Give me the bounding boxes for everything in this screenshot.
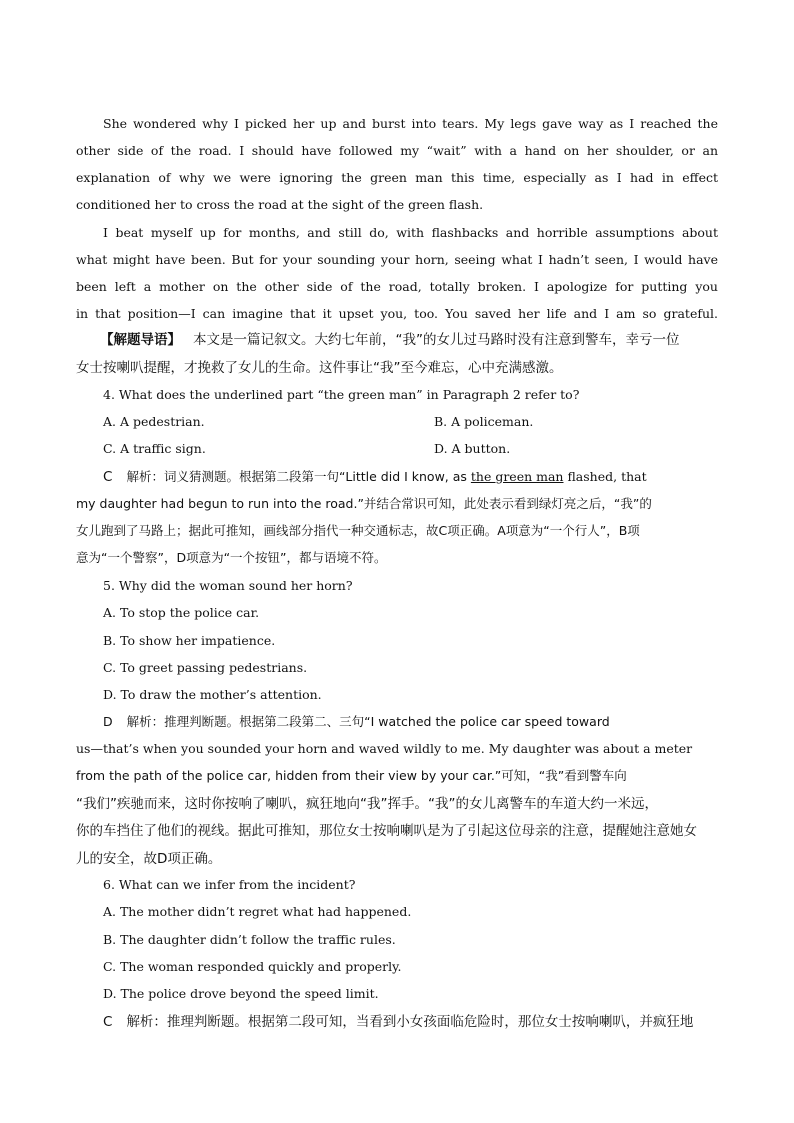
q5-explanation-line4: “我们”疾驰而来，这时你按响了喇叭，疯狂地向“我”挥手。“我”的女儿离警车的车道大约一米远， [76, 796, 658, 812]
q4-answer: C [103, 469, 113, 485]
q4-explanation-line2: my daughter had begun to run into the road.”并结合常识可知，此处表示看到绿灯亮之后，“我”的 [76, 496, 652, 511]
q5-option-b: B. To show her impatience. [103, 633, 276, 648]
q6-answer: C [103, 1014, 113, 1030]
passage-p2-line2: what might have been. But for your sounding your horn, seeing what I hadn’t seen, I would have [76, 252, 718, 267]
passage-p1-line3: explanation of why we were ignoring the green man this time, especially as I had in effect [76, 170, 718, 185]
q6-option-b: B. The daughter didn’t follow the traffic rules. [103, 932, 396, 947]
q6-option-d: D. The police drove beyond the speed limit. [103, 986, 379, 1001]
q5-option-a: A. To stop the police car. [103, 605, 260, 620]
q5-option-c: C. To greet passing pedestrians. [103, 660, 308, 675]
q4-option-b: B. A policeman. [434, 414, 534, 429]
q4-stem: 4. What does the underlined part “the green man” in Paragraph 2 refer to? [103, 387, 580, 402]
q4-explanation-line3: 女儿跑到了马路上；据此可推知，画线部分指代一种交通标志，故C项正确。A项意为“一个行人”，B项 [76, 523, 640, 538]
passage-p1-line4: conditioned her to cross the road at the sight of the green flash. [76, 197, 484, 212]
q5-option-d: D. To draw the mother’s attention. [103, 687, 322, 702]
passage-p2-line1: I beat myself up for months, and still do, with flashbacks and horrible assumptions about [103, 225, 718, 240]
passage-p2-line3: been left a mother on the other side of the road, totally broken. I apologize for putting you [76, 279, 718, 294]
passage-p1-line1: She wondered why I picked her up and burst into tears. My legs gave way as I reached the [103, 116, 718, 131]
guide-label: 【解题导语】 [100, 332, 181, 348]
q4-exp-pre: 解析：词义猜测题。根据第二段第一句“Little did I know, as [126, 469, 471, 484]
q5-explanation-line2: us—that’s when you sounded your horn and waved wildly to me. My daughter was about a meter [76, 741, 693, 756]
q6-stem: 6. What can we infer from the incident? [103, 877, 356, 892]
q5-explanation-line1 [103, 714, 718, 730]
q5-explanation-line5: 你的车挡住了他们的视线。据此可推知，那位女士按响喇叭是为了引起这位母亲的注意，提醒她注意她女 [76, 823, 697, 839]
q6-option-a: A. The mother didn’t regret what had happened. [103, 904, 412, 919]
passage-p2-line4: in that position—I can imagine that it upset you, too. You saved her life and I am so grateful. [76, 306, 718, 321]
guide-line2: 女士按喇叭提醒，才挽救了女儿的生命。这件事让“我”至今难忘，心中充满感激。 [76, 360, 563, 376]
q5-answer: D [103, 714, 113, 729]
q6-exp-text: 解析：推理判断题。根据第二段可知，当看到小女孩面临危险时，那位女士按响喇叭，并疯狂地 [126, 1014, 694, 1030]
q4-exp-underlined: the green man [470, 469, 564, 484]
q4-explanation-line4: 意为“一个警察”，D项意为“一个按钮”，都与语境不符。 [76, 550, 387, 565]
q5-explanation-line3: from the path of the police car, hidden from their view by your car.”可知，“我”看到警车向 [76, 768, 627, 783]
q4-option-a: A. A pedestrian. [103, 414, 205, 429]
q4-exp-post: flashed, that [563, 469, 647, 484]
q5-exp-text: 解析：推理判断题。根据第二段第二、三句“I watched the police car speed toward [126, 714, 610, 729]
q4-option-d: D. A button. [434, 441, 511, 456]
q5-stem: 5. Why did the woman sound her horn? [103, 578, 353, 593]
q4-option-c: C. A traffic sign. [103, 441, 206, 456]
q5-explanation-line6: 儿的安全，故D项正确。 [76, 851, 222, 867]
q4-explanation-line1 [103, 469, 718, 485]
guide-line1 [100, 332, 718, 348]
q6-option-c: C. The woman responded quickly and properly. [103, 959, 402, 974]
passage-p1-line2: other side of the road. I should have followed my “wait” with a hand on her shoulder, or an [76, 143, 718, 158]
q6-explanation-line1 [103, 1014, 718, 1030]
guide-text-1: 本文是一篇记叙文。大约七年前，“我”的女儿过马路时没有注意到警车，幸亏一位 [193, 332, 680, 348]
